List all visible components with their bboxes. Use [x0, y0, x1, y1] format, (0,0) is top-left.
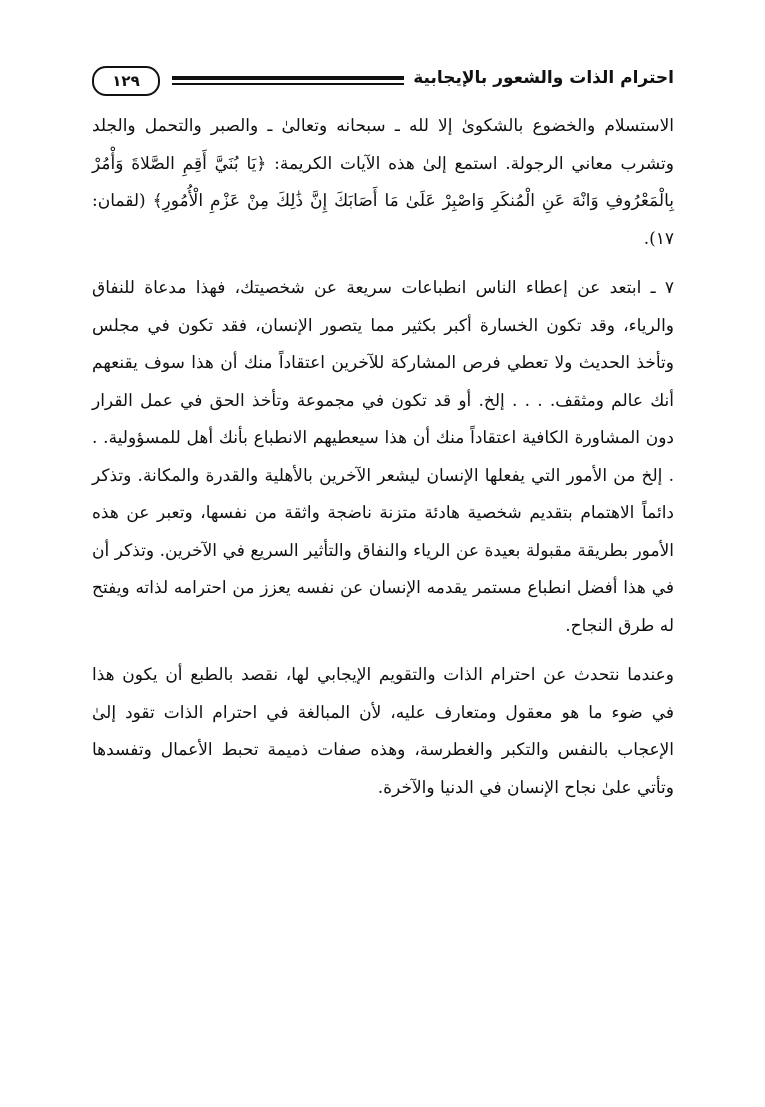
paragraph: وعندما نتحدث عن احترام الذات والتقويم الإيجابي لها، نقصد بالطبع أن يكون هذا في ضوء ما هو معقول ومتعارف عليه، لأن المبالغة في احترام الذات تقود إلىٰ الإعجاب بالنفس والتكبر والغطرسة، وهذه صفات ذميمة تحبط الأعمال وتفسدها وتأتي علىٰ نجاح الإنسان في الدنيا والآخرة. — [92, 665, 674, 798]
page-number: ١٢٩ — [92, 66, 160, 96]
header-rule — [172, 76, 404, 80]
paragraph: ٧ ـ ابتعد عن إعطاء الناس انطباعات سريعة عن شخصيتك، فهذا مدعاة للنفاق والرياء، وقد تكون الخسارة أكبر بكثير مما يتصور الإنسان، فقد تكون في مجلس وتأخذ الحديث ولا تعطي فرص المشاركة للآخرين اعتقاداً منك أن هذا سوف يقنعهم أنك عالم ومثقف. . . . إلخ. أو قد تكون في مجموعة وتأخذ الحق في عمل القرار دون المشاورة الكافية اعتقاداً منك أن هذا سيعطيهم الانطباع بأنك أهل للمسؤولية. . . إلخ من الأمور التي يفعلها الإنسان ليشعر الآخرين بالأهلية والقدرة والمكانة. وتذكر دائماً الاهتمام بتقديم شخصية هادئة متزنة ناضجة واثقة من نفسها، وتعبر عن هذه الأمور بطريقة مقبولة بعيدة عن الرياء والنفاق والتأثير السريع في الآخرين. وتذكر أن في هذا أفضل انطباع مستمر يقدمه الإنسان عن نفسه يعزز من احترامه لذاته ويفتح له طرق النجاح. — [92, 278, 674, 636]
page-body — [92, 108, 674, 807]
book-page — [92, 60, 674, 819]
paragraph: الاستسلام والخضوع بالشكوىٰ إلا لله ـ سبحانه وتعالىٰ ـ والصبر والتحمل والجلد وتشرب معاني الرجولة. استمع إلىٰ هذه الآيات الكريمة: ﴿يَا بُنَيَّ أَقِمِ الصَّلاةَ وَأْمُرْ بِالْمَعْرُوفِ وَانْهَ عَنِ الْمُنكَرِ وَاصْبِرْ عَلَىٰ مَا أَصَابَكَ إِنَّ ذَٰلِكَ مِنْ عَزْمِ الْأُمُورِ﴾ (لقمان: ١٧). — [92, 116, 674, 249]
running-title: احترام الذات والشعور بالإيجابية — [413, 68, 674, 88]
page-header — [92, 60, 674, 104]
header-rule-thin — [172, 83, 404, 85]
